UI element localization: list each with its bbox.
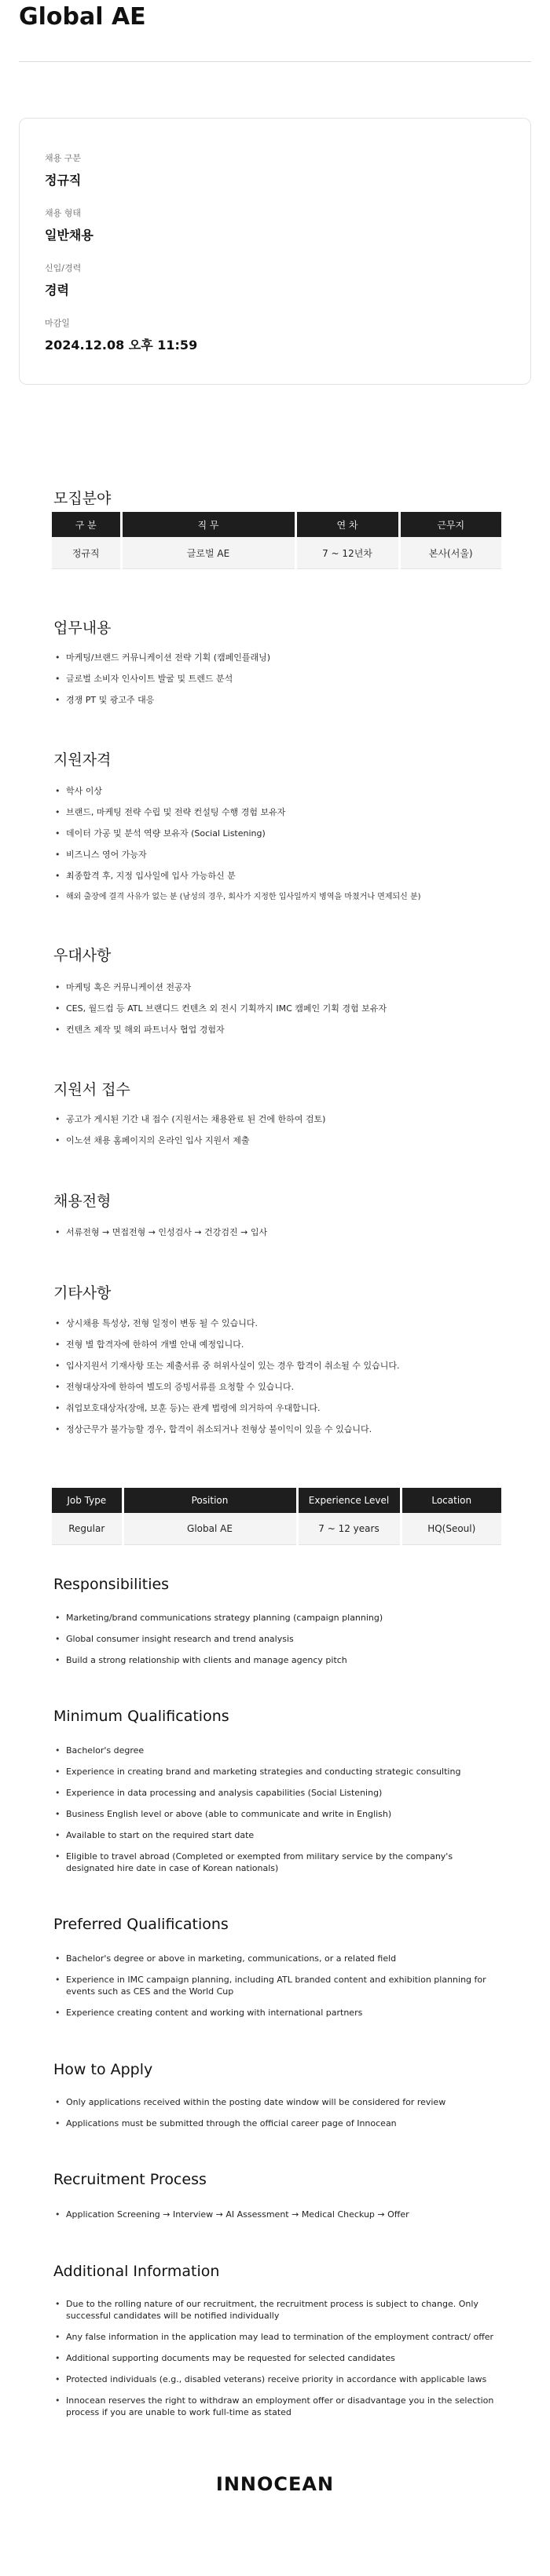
list-duties <box>53 652 500 715</box>
table-row <box>52 1513 501 1545</box>
list-item: • 비즈니스 영어 가능자 <box>53 849 500 860</box>
innocean-logo: INNOCEAN <box>215 2473 335 2495</box>
section-title-additional-information: Additional Information <box>53 2263 220 2280</box>
list-item: • 마케팅/브랜드 커뮤니케이션 전략 기획 (캠페인플래닝) <box>53 652 500 663</box>
info-label: 신입/경력 <box>45 263 82 273</box>
list-how-to-apply <box>53 2096 500 2139</box>
list-recruitment-process <box>53 2209 500 2230</box>
info-employment-category <box>45 152 81 188</box>
section-title-apply: 지원서 접수 <box>53 1081 130 1098</box>
info-employment-type <box>45 206 94 243</box>
table-cell: 7 ~ 12 years <box>297 1513 401 1545</box>
list-item: • 전형 별 합격자에 한하여 개별 안내 예정입니다. <box>53 1339 500 1350</box>
list-responsibilities <box>53 1612 500 1675</box>
table-cell: Global AE <box>123 1513 297 1545</box>
info-experience <box>45 261 81 298</box>
list-item: • Available to start on the required start date <box>53 1829 500 1841</box>
list-item: • Build a strong relationship with clients and manage agency pitch <box>53 1654 500 1666</box>
info-deadline <box>45 316 197 353</box>
info-label: 마감일 <box>45 318 70 328</box>
list-item: • 서류전형 → 면접전형 → 인성검사 → 건강검진 → 입사 <box>53 1226 500 1238</box>
section-title-recruitment-process: Recruitment Process <box>53 2171 207 2188</box>
list-minimum-qualifications <box>53 1745 500 1884</box>
table-cell: 7 ~ 12년차 <box>295 537 399 569</box>
table-header-cell: 근무지 <box>399 512 501 537</box>
list-item: • Experience in creating brand and marketing strategies and conducting strategic consulting <box>53 1766 500 1778</box>
list-item: • 이노션 채용 홈페이지의 온라인 입사 지원서 제출 <box>53 1135 500 1146</box>
section-title-process: 채용전형 <box>53 1193 112 1210</box>
list-preferred-qualifications <box>53 1953 500 2028</box>
list-item: • 브랜드, 마케팅 전략 수립 및 전략 컨설팅 수행 경험 보유자 <box>53 806 500 818</box>
list-item: • Additional supporting documents may be requested for selected candidates <box>53 2352 500 2364</box>
table-header-cell: Experience Level <box>297 1488 401 1513</box>
list-item: • Innocean reserves the right to withdraw an employment offer or disadvantage you in the selection process if you are unable to work full-time as stated <box>53 2395 500 2418</box>
title-divider <box>19 61 531 62</box>
list-item: • Global consumer insight research and trend analysis <box>53 1633 500 1645</box>
info-value: 경력 <box>45 283 69 298</box>
list-process <box>53 1226 500 1248</box>
table-header-cell: Job Type <box>52 1488 123 1513</box>
list-item: • 해외 출장에 결격 사유가 없는 분 (남성의 경우, 회사가 지정한 입사일까지 병역을 마쳤거나 면제되신 분) <box>53 891 500 903</box>
table-cell: Regular <box>52 1513 123 1545</box>
list-etc <box>53 1317 500 1445</box>
list-item: • Only applications received within the posting date window will be considered for review <box>53 2096 500 2108</box>
list-qualifications <box>53 785 500 912</box>
list-item: • 공고가 게시된 기간 내 접수 (지원서는 채용완료 된 건에 한하여 검토) <box>53 1113 500 1125</box>
list-item: • Protected individuals (e.g., disabled veterans) receive priority in accordance with applicable laws <box>53 2373 500 2385</box>
section-title-preferred: 우대사항 <box>53 947 112 964</box>
list-item: • Experience creating content and working with international partners <box>53 2007 500 2019</box>
list-item: • Application Screening → Interview → AI Assessment → Medical Checkup → Offer <box>53 2209 500 2220</box>
table-cell: 정규직 <box>52 537 121 569</box>
list-item: • Applications must be submitted through the official career page of Innocean <box>53 2117 500 2129</box>
list-item: • 글로벌 소비자 인사이트 발굴 및 트렌드 분석 <box>53 673 500 685</box>
job-info-card <box>19 118 531 385</box>
table-header-cell: 구 분 <box>52 512 121 537</box>
recruit-table-en <box>52 1488 501 1545</box>
section-title-etc: 기타사항 <box>53 1284 112 1302</box>
list-item: • Bachelor's degree or above in marketing, communications, or a related field <box>53 1953 500 1964</box>
table-header-cell: Position <box>123 1488 297 1513</box>
section-title-duties: 업무내용 <box>53 619 112 637</box>
list-additional-information <box>53 2298 500 2428</box>
table-header-row <box>52 512 501 537</box>
list-apply <box>53 1113 500 1156</box>
list-item: • 경쟁 PT 및 광고주 대응 <box>53 694 500 706</box>
list-item: • 정상근무가 불가능할 경우, 합격이 취소되거나 전형상 불이익이 있을 수 있습니다. <box>53 1423 500 1435</box>
table-row <box>52 537 501 569</box>
list-item: • 최종합격 후, 지정 입사일에 입사 가능하신 분 <box>53 870 500 882</box>
section-title-how-to-apply: How to Apply <box>53 2061 153 2078</box>
list-item: • 상시채용 특성상, 전형 일정이 변동 될 수 있습니다. <box>53 1317 500 1329</box>
list-item: • Due to the rolling nature of our recruitment, the recruitment process is subject to change. Only successful candidates will be notified individually <box>53 2298 500 2322</box>
list-item: • Business English level or above (able to communicate and write in English) <box>53 1808 500 1820</box>
list-item: • CES, 월드컵 등 ATL 브랜디드 컨텐츠 외 전시 기획까지 IMC 캠페인 기획 경험 보유자 <box>53 1003 500 1014</box>
list-item: • 학사 이상 <box>53 785 500 797</box>
list-item: • Experience in data processing and analysis capabilities (Social Listening) <box>53 1787 500 1799</box>
table-header-cell: 연 차 <box>295 512 399 537</box>
table-header-cell: 직 무 <box>121 512 295 537</box>
list-item: • 취업보호대상자(장애, 보훈 등)는 관계 법령에 의거하여 우대합니다. <box>53 1402 500 1414</box>
info-label: 채용 구분 <box>45 153 82 163</box>
info-value: 2024.12.08 오후 11:59 <box>45 338 198 353</box>
section-title-preferred-qualifications: Preferred Qualifications <box>53 1916 229 1933</box>
list-item: • Bachelor's degree <box>53 1745 500 1756</box>
section-title-responsibilities: Responsibilities <box>53 1576 170 1593</box>
info-value: 정규직 <box>45 173 82 188</box>
table-header-row <box>52 1488 501 1513</box>
info-value: 일반채용 <box>45 228 94 243</box>
list-item: • Any false information in the application may lead to termination of the employment contract/ offer <box>53 2331 500 2343</box>
list-item: • 전형대상자에 한하여 별도의 증빙서류를 요청할 수 있습니다. <box>53 1381 500 1393</box>
list-preferred <box>53 981 500 1045</box>
table-cell: 글로벌 AE <box>121 537 295 569</box>
info-label: 채용 형태 <box>45 208 82 218</box>
recruit-table-kr <box>52 512 501 569</box>
table-cell: 본사(서울) <box>399 537 501 569</box>
table-cell: HQ(Seoul) <box>401 1513 501 1545</box>
table-header-cell: Location <box>401 1488 501 1513</box>
list-item: • Eligible to travel abroad (Completed or exempted from military service by the company's designated hire date in case of Korean nationals) <box>53 1851 500 1874</box>
list-item: • Experience in IMC campaign planning, including ATL branded content and exhibition planning for events such as CES and the World Cup <box>53 1974 500 1997</box>
page-title: Global AE <box>19 3 146 31</box>
list-item: • 데이터 가공 및 분석 역량 보유자 (Social Listening) <box>53 828 500 839</box>
list-item: • 컨텐츠 제작 및 해외 파트너사 협업 경험자 <box>53 1024 500 1036</box>
section-title-minimum-qualifications: Minimum Qualifications <box>53 1708 229 1725</box>
section-title-recruit-field: 모집분야 <box>53 490 112 507</box>
list-item: • 입사지원서 기재사항 또는 제출서류 중 허위사실이 있는 경우 합격이 취소될 수 있습니다. <box>53 1360 500 1372</box>
section-title-qualifications: 지원자격 <box>53 751 112 769</box>
list-item: • 마케팅 혹은 커뮤니케이션 전공자 <box>53 981 500 993</box>
list-item: • Marketing/brand communications strategy planning (campaign planning) <box>53 1612 500 1624</box>
